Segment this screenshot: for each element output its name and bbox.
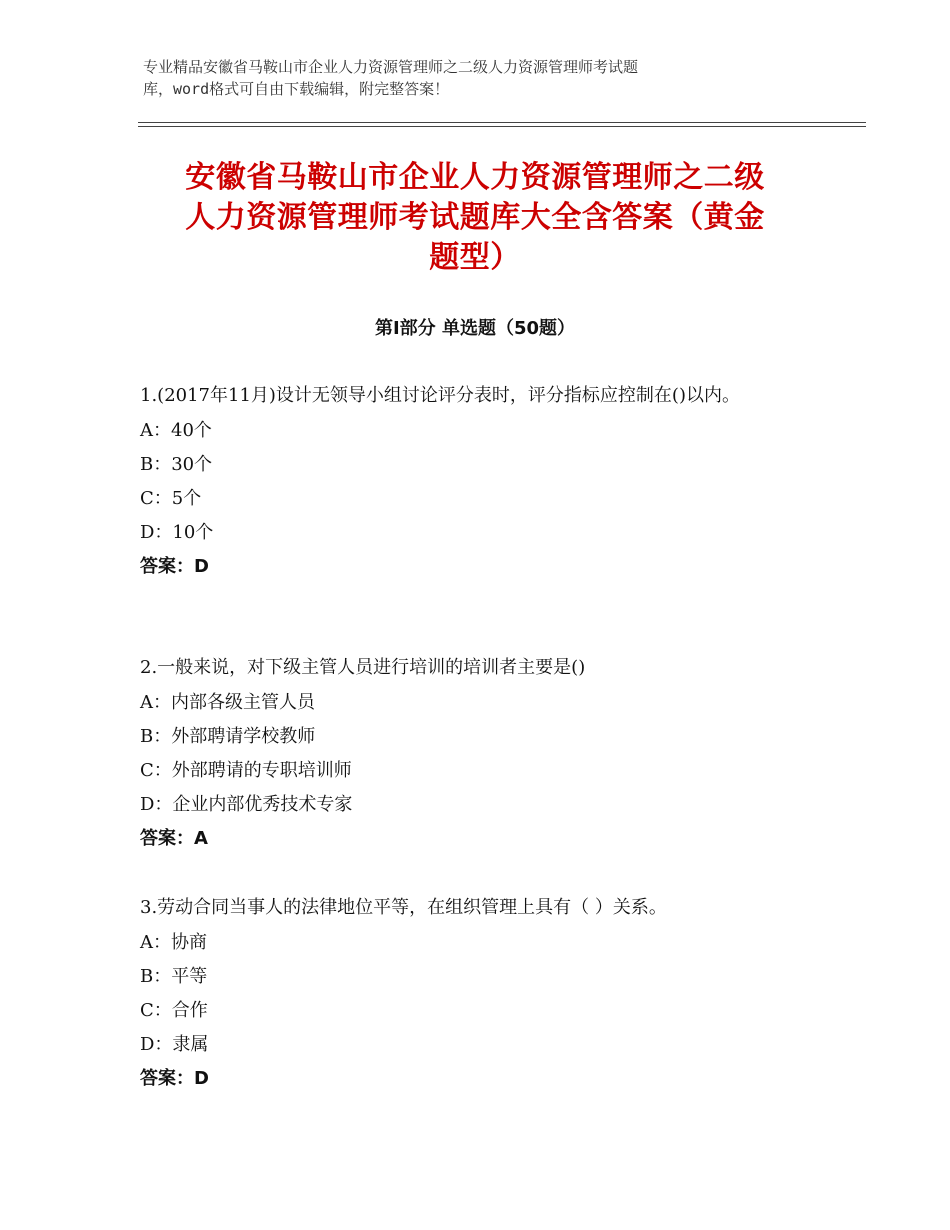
option-b: B：平等: [140, 966, 208, 987]
question-2: [140, 652, 820, 856]
question-stem: 1.(2017年11月)设计无领导小组讨论评分表时，评分指标应控制在()以内。: [140, 385, 740, 406]
document-title-line-1: 安徽省马鞍山市企业人力资源管理师之二级: [185, 160, 765, 195]
answer-line: 答案：A: [140, 828, 208, 849]
document-title: [120, 158, 830, 278]
option-a: A：协商: [140, 932, 207, 953]
section-heading: 第Ⅰ部分 单选题（50题）: [374, 318, 575, 339]
option-a: A：40个: [140, 420, 212, 441]
document-title-line-2: 人力资源管理师考试题库大全含答案（黄金: [185, 200, 765, 235]
option-a: A：内部各级主管人员: [140, 692, 315, 713]
header-note: [143, 56, 783, 100]
question-stem: 2.一般来说，对下级主管人员进行培训的培训者主要是(): [140, 657, 586, 678]
option-d: D：10个: [140, 522, 214, 543]
option-c: C：合作: [140, 1000, 208, 1021]
option-c: C：5个: [140, 488, 202, 509]
header-divider-top: [138, 122, 866, 123]
question-1: [140, 380, 820, 584]
document-title-line-3: 题型）: [429, 240, 521, 275]
option-b: B：外部聘请学校教师: [140, 726, 316, 747]
option-b: B：30个: [140, 454, 213, 475]
answer-line: 答案：D: [140, 1068, 209, 1089]
header-note-line-2: 库，word格式可自由下载编辑，附完整答案！: [143, 80, 450, 98]
question-stem: 3.劳动合同当事人的法律地位平等，在组织管理上具有（ ）关系。: [140, 897, 667, 918]
header-note-line-1: 专业精品安徽省马鞍山市企业人力资源管理师之二级人力资源管理师考试题: [143, 58, 639, 76]
option-d: D：企业内部优秀技术专家: [140, 794, 353, 815]
header-divider-bottom: [138, 126, 866, 127]
option-c: C：外部聘请的专职培训师: [140, 760, 352, 781]
answer-line: 答案：D: [140, 556, 209, 577]
option-d: D：隶属: [140, 1034, 209, 1055]
question-3: [140, 892, 820, 1096]
